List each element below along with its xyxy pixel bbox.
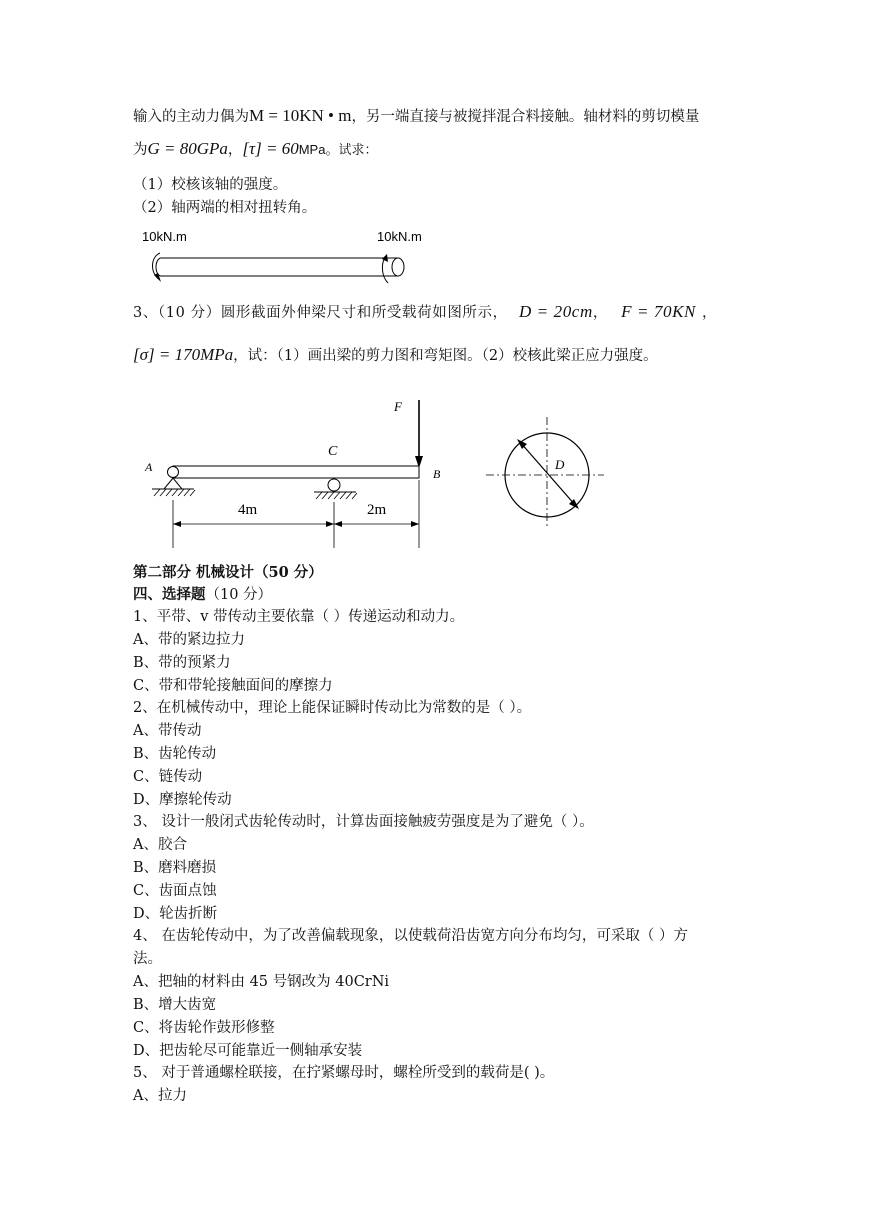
q3-option-b: B、磨料磨损 <box>133 860 217 876</box>
shaft-right-end <box>392 258 404 276</box>
q3-option-c: C、齿面点蚀 <box>133 883 217 899</box>
section-points: （10 分） <box>205 587 273 603</box>
q4-option-b: B、增大齿宽 <box>133 997 217 1013</box>
text: ，另一端直接与被搅拌混合料接触。轴材料的剪切模量 <box>351 109 700 125</box>
problem2-line2 <box>133 139 377 160</box>
q2-option-c: C、链传动 <box>133 769 203 785</box>
label-C: C <box>328 444 338 459</box>
question-4-stem-cont: 法。 <box>133 951 162 967</box>
text: ，试：（1）画出梁的剪力图和弯矩图。（2）校核此梁正应力强度。 <box>233 348 658 364</box>
dimension-left: 4m <box>238 502 258 518</box>
problem3-line1 <box>133 302 717 323</box>
problem3-line2 <box>133 345 658 366</box>
formula-shear-modulus: G = 80GPa <box>147 139 228 158</box>
q5-option-a: A、拉力 <box>133 1088 187 1104</box>
diameter-arrow-icon <box>520 442 576 506</box>
moment-label-right: 10kN.m <box>377 229 422 244</box>
text: 为 <box>133 142 148 158</box>
section-title: 四、选择题 <box>133 586 206 603</box>
dimension-right: 2m <box>367 502 387 518</box>
question-2-stem: 2、在机械传动中，理论上能保证瞬时传动比为常数的是（ ）。 <box>133 700 532 716</box>
text: ， <box>702 305 718 321</box>
q2-option-a: A、带传动 <box>133 723 202 739</box>
formula-moment: M = 10KN • m <box>249 106 352 125</box>
section-heading <box>133 585 272 605</box>
problem2-q2: （2）轴两端的相对扭转角。 <box>133 200 317 216</box>
formula-diameter: D = 20cm <box>518 302 593 321</box>
shaft-left-end <box>156 258 161 276</box>
text: 3、（10 分）圆形截面外伸梁尺寸和所受载荷如图所示， <box>133 305 508 321</box>
q3-option-a: A、胶合 <box>133 837 187 853</box>
q1-option-a: A、带的紧边拉力 <box>133 632 245 648</box>
beam <box>173 466 419 478</box>
moment-label-left: 10kN.m <box>142 229 187 244</box>
text: MPa。试求： <box>298 142 378 157</box>
q4-option-c: C、将齿轮作鼓形修整 <box>133 1020 275 1036</box>
problem2-q1: （1）校核该轴的强度。 <box>133 177 288 193</box>
ground-hatch-A <box>154 489 195 496</box>
question-1-stem: 1、平带、v 带传动主要依靠（ ）传递运动和动力。 <box>133 609 465 625</box>
text: 输入的主动力偶为 <box>133 109 249 125</box>
q1-option-c: C、带和带轮接触面间的摩擦力 <box>133 678 333 694</box>
support-A-icon <box>164 478 182 489</box>
label-D: D <box>555 457 565 472</box>
question-3-stem: 3、 设计一般闭式齿轮传动时，计算齿面接触疲劳强度是为了避免（ ）。 <box>133 814 594 830</box>
shaft-figure <box>130 222 430 292</box>
q4-option-d: D、把齿轮尽可能靠近一侧轴承安装 <box>133 1043 363 1059</box>
roller-C-icon <box>328 479 340 491</box>
beam-figure <box>140 392 440 552</box>
question-4-stem: 4、 在齿轮传动中，为了改善偏载现象，以使载荷沿齿宽方向分布均匀，可采取（ ）方 <box>133 928 688 944</box>
text: ， <box>592 305 608 321</box>
problem2-line1 <box>133 106 699 127</box>
q1-option-b: B、带的预紧力 <box>133 655 231 671</box>
formula-allowable-stress: [σ] = 170MPa <box>133 345 234 364</box>
formula-allowable-shear: [τ] = 60 <box>242 139 299 158</box>
ground-hatch-C <box>316 492 357 499</box>
q2-option-d: D、摩擦轮传动 <box>133 792 232 808</box>
formula-force: F = 70KN <box>621 302 696 321</box>
label-B: B <box>433 467 440 481</box>
q3-option-d: D、轮齿折断 <box>133 906 218 922</box>
pin-A-icon <box>168 467 179 478</box>
part2-heading: 第二部分 机械设计（50 分） <box>133 564 323 581</box>
q4-option-a: A、把轴的材料由 45 号钢改为 40CrNi <box>133 974 390 990</box>
label-F: F <box>394 399 402 414</box>
cross-section-figure <box>480 412 610 532</box>
label-A: A <box>145 460 153 474</box>
question-5-stem: 5、 对于普通螺栓联接，在拧紧螺母时，螺栓所受到的载荷是( )。 <box>133 1065 555 1081</box>
text: ， <box>227 142 243 158</box>
q2-option-b: B、齿轮传动 <box>133 746 217 762</box>
